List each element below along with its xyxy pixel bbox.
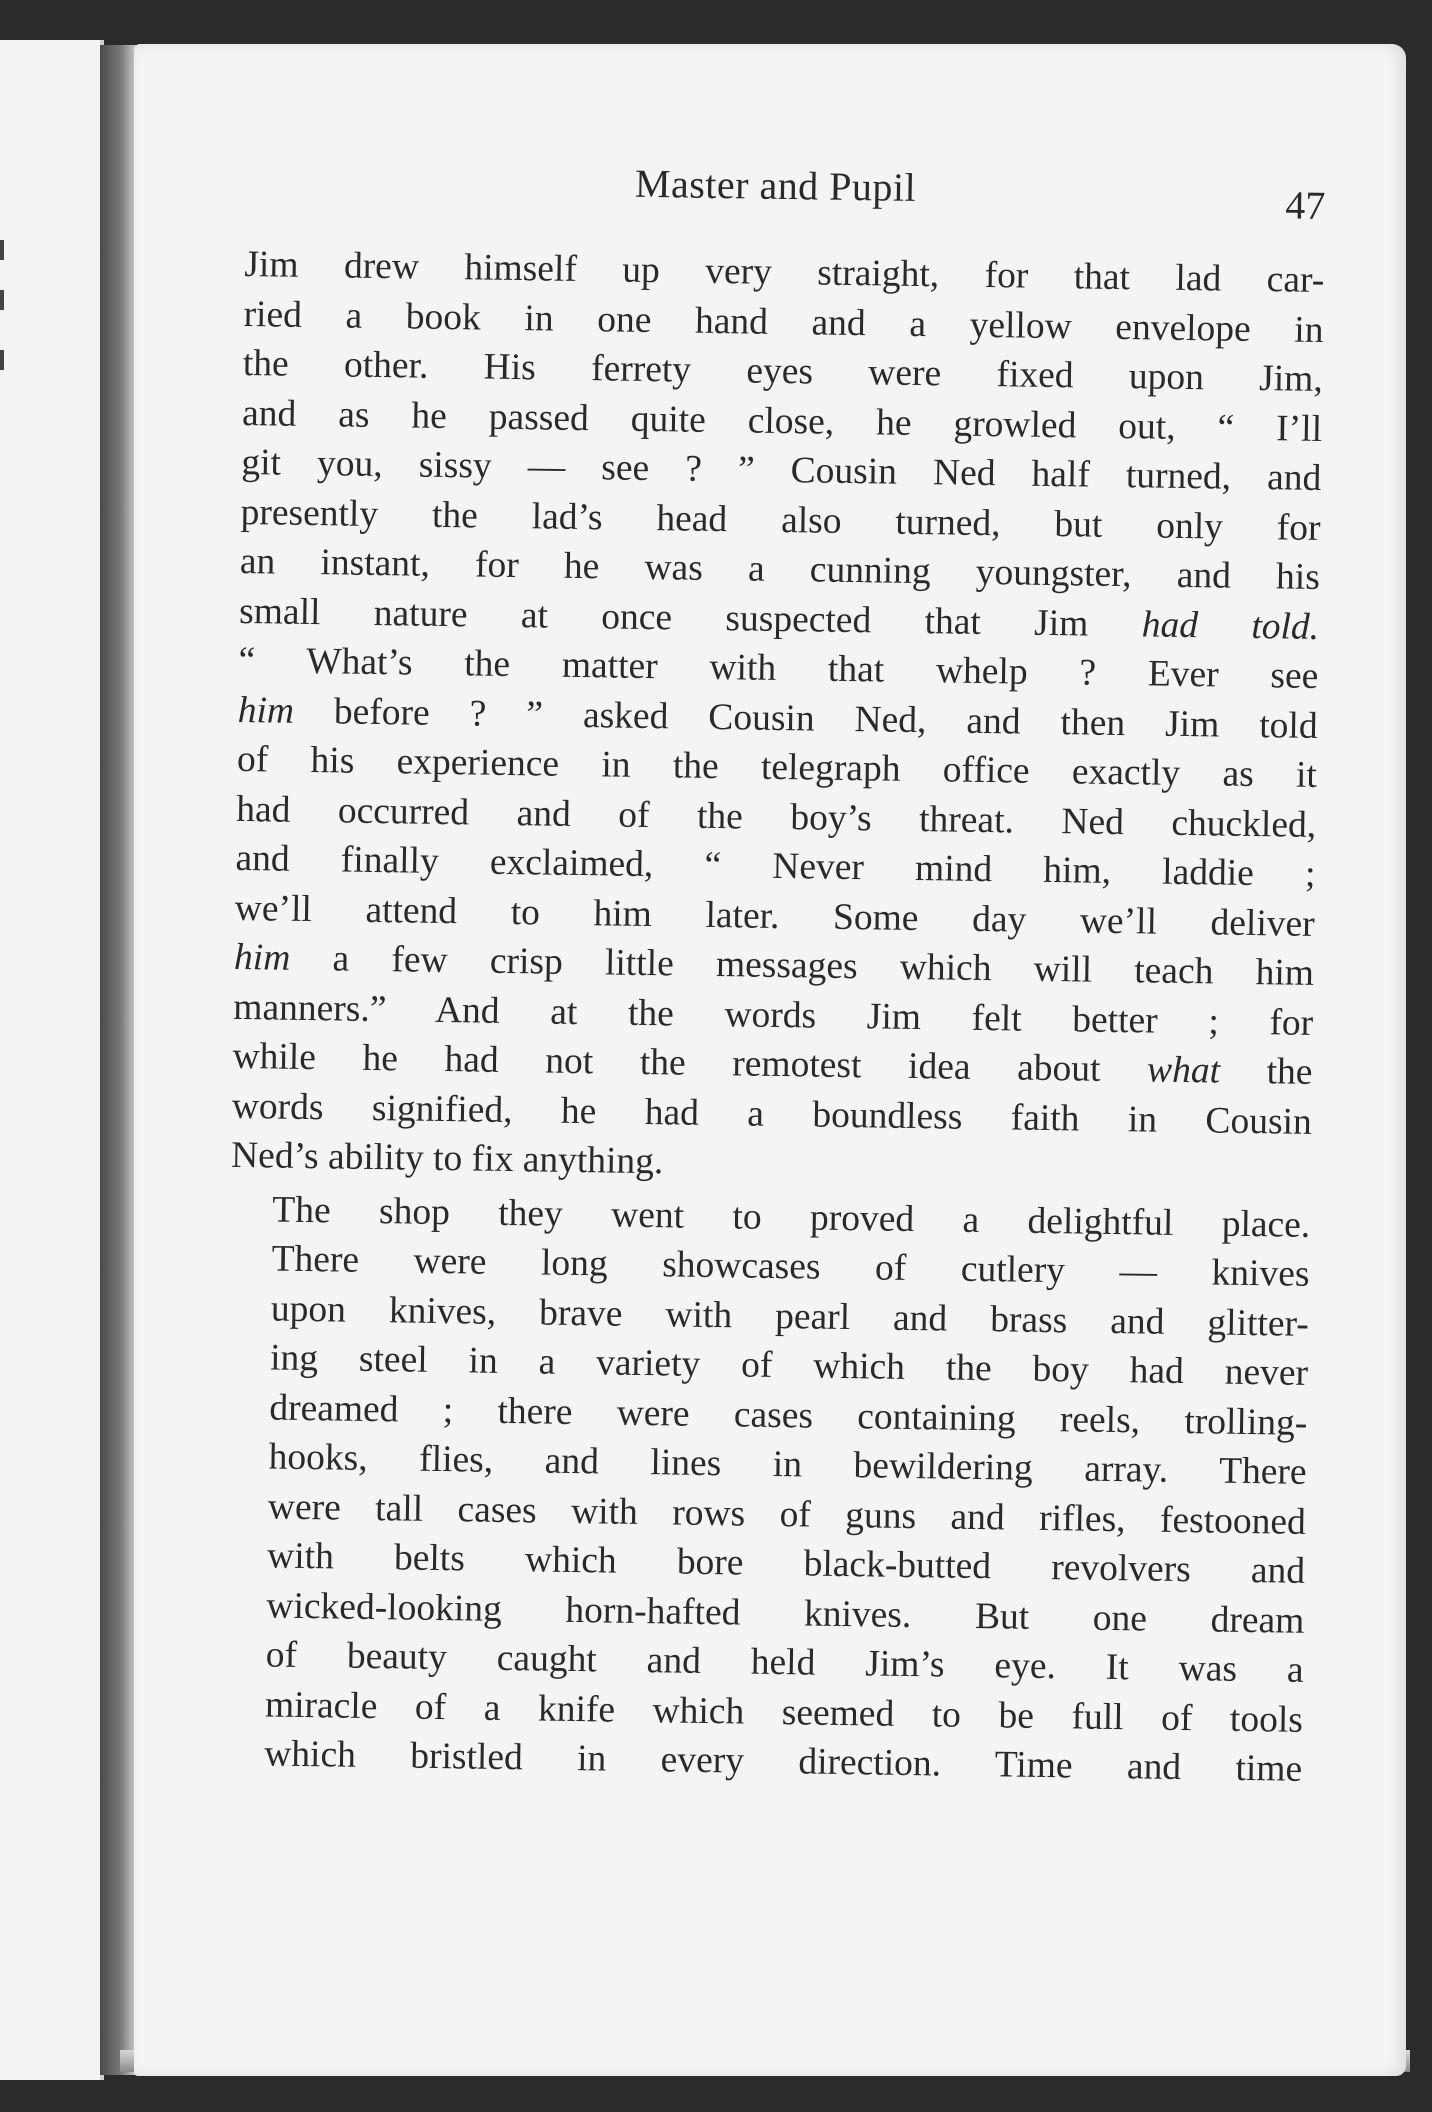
text-line: Jim drew himself up very straight, for that lad car- (244, 243, 1325, 302)
text-line: of beauty caught and held Jim’s eye. It was a (265, 1634, 1304, 1691)
text-line: we’ll attend to him later. Some day we’ll deliver (234, 887, 1315, 945)
text-line: ried a book in one hand and a yellow envelope in (243, 293, 1324, 351)
text-line: an instant, for he was a cunning youngster, and his (239, 540, 1321, 598)
text-line: ing steel in a variety of which the boy had never (269, 1337, 1309, 1394)
ink-mark (0, 290, 4, 310)
text-line: words signified, he had a boundless faith in Cousin (231, 1085, 1313, 1143)
paragraph-1 (231, 240, 1325, 1196)
text-line: There were long showcases of cutlery — knives (271, 1238, 1310, 1295)
page-content (222, 154, 1326, 1794)
text-line: The shop they went to proved a delightful place. (272, 1189, 1311, 1246)
ink-mark (0, 240, 4, 260)
text-line: with belts which bore black-butted revolvers and (266, 1535, 1306, 1592)
text-line: and finally exclaimed, “ Never mind him, laddie ; (235, 837, 1316, 895)
book-page (134, 44, 1406, 2076)
text-line: git you, sissy — see ? ” Cousin Ned half turned, and (241, 441, 1322, 499)
text-line: and as he passed quite close, he growled out, “ I’ll (241, 392, 1323, 450)
facing-page-ink-marks (0, 40, 8, 2080)
text-line: upon knives, brave with pearl and brass and glitter- (270, 1287, 1310, 1345)
text-line: miracle of a knife which seemed to be full of tools (264, 1683, 1304, 1741)
running-title: Master and Pupil (634, 160, 917, 210)
running-head (245, 154, 1326, 242)
text-line: “ What’s the matter with that whelp ? Ever see (238, 639, 1319, 697)
text-line: the other. His ferrety eyes were fixed upon Jim, (242, 342, 1324, 400)
book-gutter-shadow (100, 45, 138, 2075)
text-line: presently the lad’s head also turned, but only for (240, 491, 1321, 549)
text-line: Ned’s ability to fix anything. (230, 1134, 664, 1183)
text-line: dreamed ; there were cases containing reels, trolling- (269, 1386, 1308, 1444)
paragraph-2 (222, 1184, 1311, 1794)
text-line: of his experience in the telegraph office exactly as it (236, 738, 1318, 796)
facing-page-edge (0, 40, 104, 2080)
ink-mark (0, 350, 4, 370)
text-line: manners.” And at the words Jim felt better ; for (233, 986, 1314, 1044)
text-line: him a few crisp little messages which will teach him (233, 936, 1315, 994)
text-line: him before ? ” asked Cousin Ned, and then Jim told (237, 689, 1318, 747)
text-line: which bristled in every direction. Time and time (263, 1733, 1303, 1790)
text-line: had occurred and of the boy’s threat. Ned chuckled, (235, 788, 1317, 846)
text-line: wicked-looking horn-hafted knives. But one dream (266, 1584, 1305, 1642)
text-line: hooks, flies, and lines in bewildering array. There (268, 1436, 1307, 1493)
text-line: small nature at once suspected that Jim had told. (238, 590, 1320, 648)
text-line: while he had not the remotest idea about what the (232, 1035, 1313, 1093)
page-number: 47 (1285, 182, 1326, 229)
text-line: were tall cases with rows of guns and rifles, festooned (267, 1485, 1307, 1543)
